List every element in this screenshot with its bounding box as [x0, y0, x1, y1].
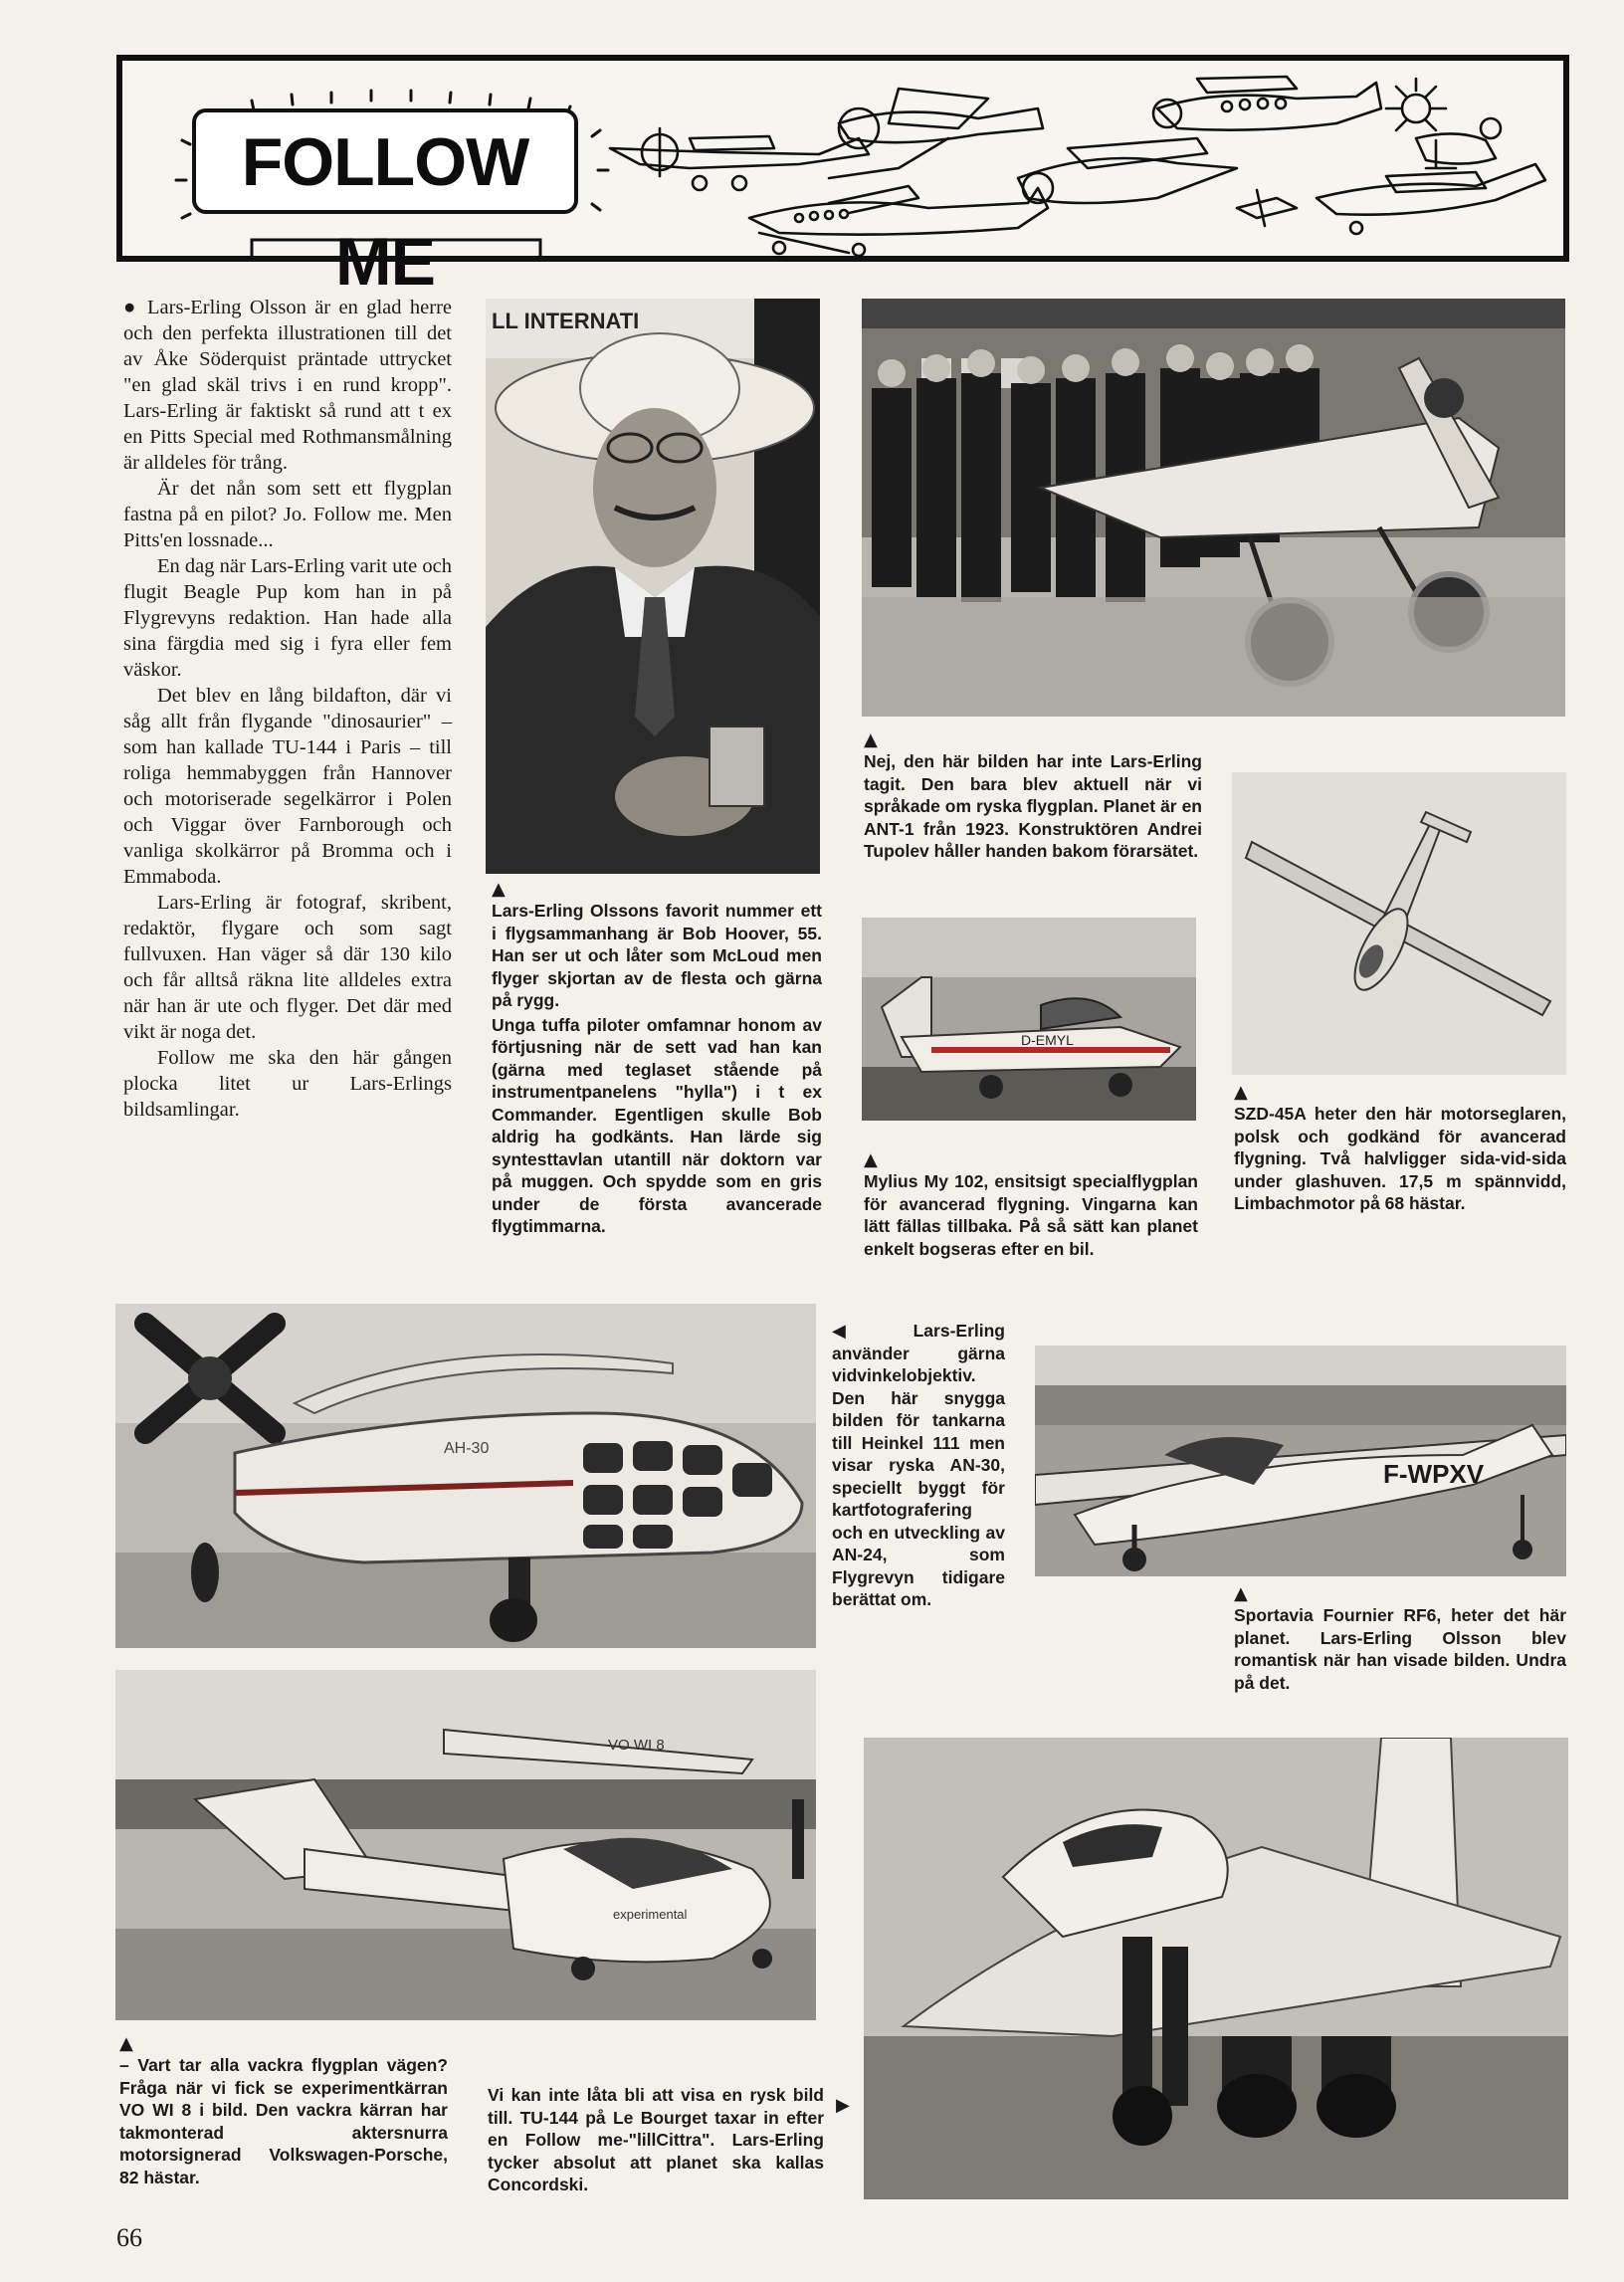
caption-vo-wi-8 — [119, 2034, 448, 2190]
caption-an-30 — [832, 1320, 1005, 1611]
intro-paragraph: En dag när Lars-Erling varit ute och flugit Beagle Pup kom han in på Flygrevyns redaktion. Han hade alla sina färgdia med sig i fyra eller fem väskor. — [123, 555, 452, 681]
caption-marker-left: ◀ — [832, 1321, 878, 1342]
caption-mylius-my-102 — [864, 1150, 1198, 1262]
caption-text: Lars-Erling använder gärna vidvinkelobjektiv. Den här snygga bilden för tankarna till Heinkel 111 men visar ryska AN-30, speciellt byggt för kartfotografering och en utveckling av AN-24, som Flygrevyn tidigare berättat om. — [832, 1321, 1005, 1609]
sign-text: LL INTERNATI — [492, 309, 640, 333]
intro-paragraph: Lars-Erling är fotograf, skribent, redaktör, flygare och som sagt fullvuxen. Han väger så där 130 kilo och får alltså räkna lite alldeles extra när han är ute och flyger. Det där med vikt är noga det. — [123, 892, 452, 1043]
aircraft-registration: D-EMYL — [1021, 1032, 1074, 1048]
photo-vo-wi-8 — [115, 1670, 816, 2020]
caption-text: Mylius My 102, ensitsigt specialflygplan för avancerad flygning. Vingarna kan lätt fällas tillbaka. På så sätt kan planet enkelt bogseras efter en bil. — [864, 1171, 1198, 1259]
aircraft-registration: F-WPXV — [1383, 1459, 1485, 1489]
photo-mylius-my-102 — [862, 918, 1196, 1121]
photo-ant-1 — [862, 299, 1565, 717]
caption-marker: ▲ — [1234, 1583, 1248, 1604]
follow-me-banner — [116, 55, 1569, 300]
aircraft-type-label: АН-30 — [444, 1440, 490, 1457]
photo-tu-144 — [864, 1738, 1568, 2199]
photo-sportavia-rf6 — [1035, 1346, 1566, 1576]
caption-ant-1 — [864, 730, 1202, 865]
caption-marker: ▲ — [864, 729, 878, 750]
aircraft-marking: experimental — [613, 1907, 688, 1922]
photo-an-30 — [115, 1304, 816, 1648]
page-number: 66 — [116, 2223, 142, 2252]
caption-paragraph: Unga tuffa piloter omfamnar honom av förtjusning när de sett vad han kan (gärna med teglaset stående på instrumentpanelens "hylla") i t ex Commander. Egentligen skulle Bob aldrig ha godkänts. Han lärde sig syntesttavlan utantill när doktorn var på muggen. Och spydde som en gris under de första avancerade flygtimmarna. — [492, 1014, 822, 1236]
caption-text: – Vart tar alla vackra flygplan vägen? Fråga när vi fick se experimentkärran VO WI 8 i bild. Den vackra kärran har takmonterad aktersnurra motorsignerad Volkswagen-Porsche, 82 hästar. — [119, 2055, 448, 2187]
caption-tu-144 — [488, 2084, 824, 2198]
caption-szd-45a — [1234, 1083, 1566, 1217]
caption-marker: ▲ — [1234, 1082, 1248, 1103]
caption-sportavia-rf6 — [1234, 1584, 1566, 1696]
caption-bob-hoover — [492, 880, 822, 1240]
photo-bob-hoover — [486, 299, 820, 874]
airplanes-doodle — [600, 69, 1565, 258]
caption-text: Nej, den här bilden har inte Lars-Erling tagit. Den bara blev aktuell när vi språkade om ryska flygplan. Planet är en ANT-1 från 1923. Konstruktören Andrei Tupolev håller handen bakom förarsätet. — [864, 751, 1202, 861]
banner-title: FOLLOW ME — [192, 108, 578, 214]
caption-marker: ▲ — [492, 879, 506, 900]
aircraft-marking: VO WI 8 — [608, 1737, 665, 1754]
intro-article — [123, 295, 452, 1123]
intro-paragraph: Follow me ska den här gången plocka litet ur Lars-Erlings bildsamlingar. — [123, 1047, 452, 1121]
caption-text: Sportavia Fournier RF6, heter det här planet. Lars-Erling Olsson blev romantisk när han visade bilden. Undra på det. — [1234, 1605, 1566, 1693]
intro-paragraph: Lars-Erling Olsson är en glad herre och den perfekta illustrationen till det av Åke Söderquist präntade uttrycket "en glad skäl trivs i en rund kropp". Lars-Erling är faktiskt så rund att t ex en Pitts Special med Rothmansmålning är alldeles för trång. — [123, 297, 452, 474]
caption-marker: ▲ — [119, 2033, 133, 2054]
caption-marker: ▲ — [864, 1149, 878, 1170]
intro-paragraph: Är det nån som sett ett flygplan fastna på en pilot? Jo. Follow me. Men Pitts'en lossnade... — [123, 478, 452, 551]
caption-text: SZD-45A heter den här motorseglaren, polsk och godkänd för avancerad flygning. Två halvligger sida-vid-sida under glashuven. 17,5 m spännvidd, Limbachmotor på 68 hästar. — [1234, 1104, 1566, 1213]
caption-paragraph: Lars-Erling Olssons favorit nummer ett i flygsammanhang är Bob Hoover, 55. Han ser ut och låter som McLoud men flyger skjortan av de flesta och gärna på rygg. — [492, 901, 822, 1010]
bullet-marker: ● — [123, 297, 139, 318]
caption-text: Vi kan inte låta bli att visa en rysk bild till. TU-144 på Le Bourget taxar in efter en Follow me-"lillCittra". Lars-Erling tycker absolut att planet ska kallas Concordski. — [488, 2085, 824, 2194]
photo-szd-45a — [1232, 772, 1566, 1075]
intro-paragraph: Det blev en lång bildafton, där vi såg allt från flygande "dinosaurier" – som han kallade TU-144 i Paris – till roliga hemmabyggen från Hannover och motoriserade segelkärror i Polen och Viggar över Farnborough och vanliga skolkärror på Bromma och i Emmaboda. — [123, 685, 452, 888]
caption-marker-right: ▶ — [836, 2095, 850, 2116]
